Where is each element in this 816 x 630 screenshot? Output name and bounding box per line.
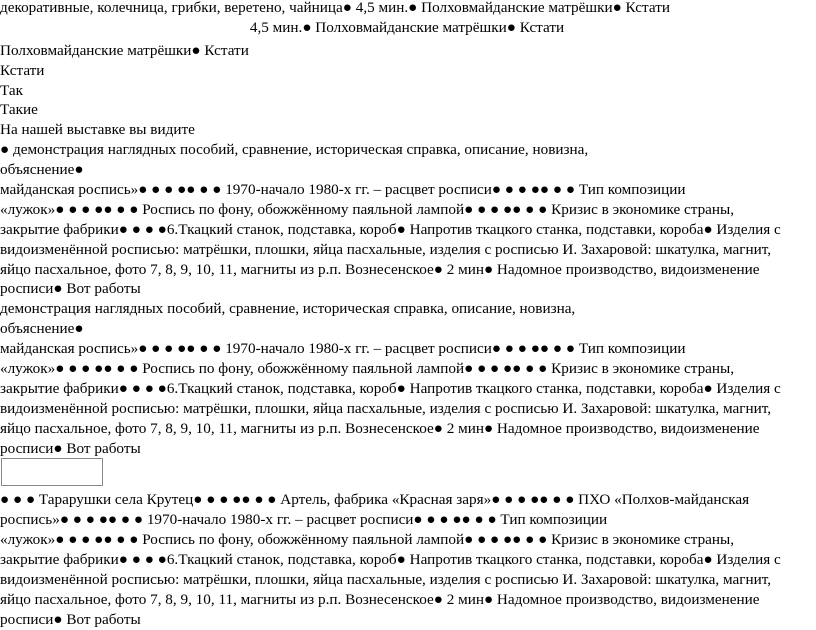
text-line: объяснение● — [0, 161, 84, 179]
text-line: декоративные, колечница, грибки, веретено, чайница● 4,5 мин.● Полховмайданские матрёшки● Кстати — [0, 0, 670, 16]
text-line: Такие — [0, 101, 38, 119]
text-line: яйцо пасхальное, фото 7, 8, 9, 10, 11, магниты из р.п. Вознесенское● 2 мин● Надомное производство, видоизменение — [0, 260, 760, 278]
text-line: «лужок»● ● ● ●● ● ● Роспись по фону, обожжённому паяльной лампой● ● ● ●● ● ● Кризис в экономике страны, — [0, 200, 735, 218]
text-line: видоизменённой росписью: матрёшки, плошки, яйца пасхальные, изделия с росписью И. Захаровой: шкатулка, магнит, — [0, 399, 772, 417]
text-line: майданская роспись»● ● ● ●● ● ● 1970-начало 1980-х гг. – расцвет росписи● ● ● ●● ● ● Тип композиции — [0, 340, 686, 358]
text-line: ● демонстрация наглядных пособий, сравнение, историческая справка, описание, новизна, — [0, 141, 589, 159]
text-line: объяснение● — [0, 320, 84, 338]
text-line: «лужок»● ● ● ●● ● ● Роспись по фону, обожжённому паяльной лампой● ● ● ●● ● ● Кризис в экономике страны, — [0, 360, 735, 378]
text-line: Полховмайданские матрёшки● Кстати — [0, 41, 249, 59]
text-line: росписи● Вот работы — [0, 610, 141, 628]
centered-text-line: 4,5 мин.● Полховмайданские матрёшки● Кстати — [249, 18, 565, 36]
text-line: На нашей выставке вы видите — [0, 121, 195, 139]
text-line: Так — [0, 81, 24, 99]
text-line: демонстрация наглядных пособий, сравнение, историческая справка, описание, новизна, — [0, 300, 576, 318]
text-line: яйцо пасхальное, фото 7, 8, 9, 10, 11, магниты из р.п. Вознесенское● 2 мин● Надомное производство, видоизменение — [0, 590, 760, 608]
text-line: Кстати — [0, 61, 45, 79]
text-line: яйцо пасхальное, фото 7, 8, 9, 10, 11, магниты из р.п. Вознесенское● 2 мин● Надомное производство, видоизменение — [0, 419, 760, 437]
text-line: ● ● ● Тарарушки села Крутец● ● ● ●● ● ● Артель, фабрика «Красная заря»● ● ● ●● ● ● ПХО «Полхов-майданская — [0, 491, 750, 509]
text-line: росписи● Вот работы — [0, 280, 141, 298]
text-line: роспись»● ● ● ●● ● ● 1970-начало 1980-х гг. – расцвет росписи● ● ● ●● ● ● Тип композиции — [0, 511, 608, 529]
text-line: закрытие фабрики● ● ● ●6.Ткацкий станок, подставка, короб● Напротив ткацкого станка, подставки, короба● Изделия с — [0, 551, 781, 569]
text-line: майданская роспись»● ● ● ●● ● ● 1970-начало 1980-х гг. – расцвет росписи● ● ● ●● ● ● Тип композиции — [0, 181, 686, 199]
text-line: видоизменённой росписью: матрёшки, плошки, яйца пасхальные, изделия с росписью И. Захаровой: шкатулка, магнит, — [0, 240, 772, 258]
text-line: «лужок»● ● ● ●● ● ● Роспись по фону, обожжённому паяльной лампой● ● ● ●● ● ● Кризис в экономике страны, — [0, 531, 735, 549]
text-line: закрытие фабрики● ● ● ●6.Ткацкий станок, подставка, короб● Напротив ткацкого станка, подставки, короба● Изделия с — [0, 379, 781, 397]
text-line: видоизменённой росписью: матрёшки, плошки, яйца пасхальные, изделия с росписью И. Захаровой: шкатулка, магнит, — [0, 571, 772, 589]
text-line: росписи● Вот работы — [0, 439, 141, 457]
empty-frame-box — [1, 458, 103, 486]
text-line: закрытие фабрики● ● ● ●6.Ткацкий станок, подставка, короб● Напротив ткацкого станка, подставки, короба● Изделия с — [0, 220, 781, 238]
